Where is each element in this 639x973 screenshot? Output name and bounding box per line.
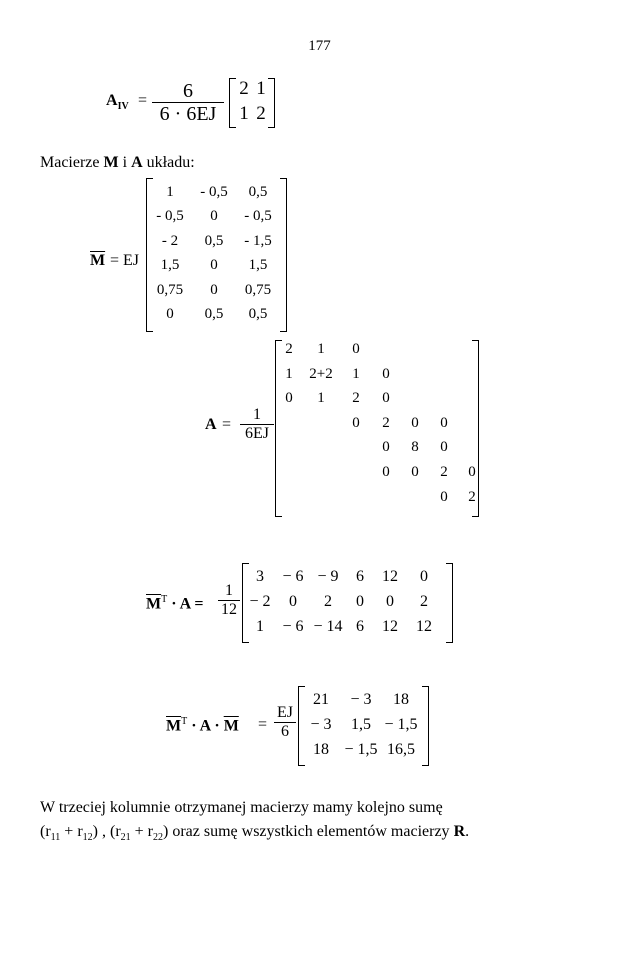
matrix-cell: − 3 — [310, 716, 332, 733]
matrix-cell: 2 — [352, 390, 360, 407]
matrix-cell: 6 — [356, 618, 364, 635]
matrix-cell: 12 — [382, 568, 398, 585]
matrix-cell: 0 — [289, 593, 297, 610]
mt-a-m-label: $\overline{M}^T \cdot A \cdot \overline{M}$ — [166, 716, 239, 735]
matrix-cell: 12 — [382, 618, 398, 635]
matrix-cell: 21 — [313, 691, 329, 708]
matrix-cell: 0,5 — [248, 184, 268, 200]
matrix-cell: 0 — [440, 414, 448, 431]
matrix-cell: 12 — [416, 618, 432, 635]
m-bar-label: $\overline{M}$ — [90, 252, 106, 269]
matrix-cell: 6 — [356, 568, 364, 585]
matrix-cell: 0 — [352, 414, 360, 431]
matrix-cell: − 3 — [350, 691, 372, 708]
mt-a-fraction: 1 12 — [218, 582, 240, 619]
matrix-cell: 0 — [440, 488, 448, 505]
matrix-cell: 0 — [352, 341, 360, 357]
matrix-cell: 0 — [210, 208, 218, 225]
equals-sign: = — [222, 416, 232, 433]
matrix-cell: 1,5 — [248, 257, 268, 274]
matrix-cell: 0 — [420, 568, 428, 585]
matrix-cell: 2 — [256, 103, 266, 124]
a-fraction: 1 6EJ — [240, 406, 274, 443]
matrix-cell: 2 — [420, 593, 428, 610]
matrix-cell: 1,5 — [160, 257, 180, 274]
matrix-cell: 0 — [382, 464, 390, 480]
matrix-cell: 1 — [256, 78, 266, 99]
matrix-cell: 0 — [382, 365, 390, 382]
matrix-cell: 0,5 — [248, 306, 268, 322]
matrix-cell: 0 — [166, 306, 174, 322]
matrix-cell: 2 — [324, 593, 332, 610]
a-iv-label: $A_{IV}$ — [106, 92, 129, 113]
matrix-cell: 0,5 — [204, 232, 224, 249]
mt-a-m-fraction: EJ 6 — [274, 704, 296, 741]
matrix-cell: 2 — [382, 414, 390, 431]
mt-a-label: $\overline{M}^T \cdot A$ = — [146, 594, 204, 613]
matrix-cell: 1,5 — [351, 716, 371, 733]
matrix-cell: 2 — [468, 488, 476, 505]
matrix-cell: 2+2 — [309, 365, 333, 382]
matrix-cell: 0 — [411, 414, 419, 431]
matrix-cell: − 9 — [317, 568, 339, 585]
matrix-cell: 0 — [382, 439, 390, 456]
matrix-cell: 0 — [210, 281, 218, 298]
a-iv-fraction: 6 6 · 6EJ — [152, 80, 224, 125]
matrix-cell: − 6 — [282, 568, 304, 585]
matrix-cell: 1 — [352, 365, 360, 382]
paragraph-line-1: W trzeciej kolumnie otrzymanej macierzy mamy kolejno sumę — [40, 799, 443, 816]
paragraph-line-2: $(r_{11} + r_{12})$ , $(r_{21} + r_{22})$ oraz sumę wszystkich elementów macierzy R. — [40, 823, 470, 844]
matrix-cell: − 1,5 — [344, 741, 378, 758]
a-label: A — [205, 416, 217, 433]
matrix-cell: 0 — [386, 593, 394, 610]
matrix-cell: 0,5 — [204, 306, 224, 322]
matrix-cell: 0 — [440, 439, 448, 456]
matrix-cell: 18 — [313, 741, 329, 758]
matrix-cell: − 1,5 — [384, 716, 418, 733]
matrix-cell: 2 — [239, 78, 249, 99]
m-rhs-prefix: = EJ — [110, 252, 140, 269]
matrix-cell: − 2 — [249, 593, 271, 610]
matrix-cell: 0 — [210, 257, 218, 274]
matrix-cell: 0 — [468, 464, 476, 480]
matrix-cell: 0 — [411, 464, 419, 480]
matrix-cell: 1 — [285, 365, 293, 382]
matrix-cell: 3 — [256, 568, 264, 585]
matrix-cell: 8 — [411, 439, 419, 456]
section-heading: Macierze M i A układu: — [40, 154, 195, 171]
matrix-cell: - 0,5 — [244, 208, 272, 225]
equals-sign: = — [258, 716, 268, 733]
matrix-cell: 0,75 — [156, 281, 184, 298]
matrix-cell: 2 — [440, 464, 448, 480]
matrix-cell: 2 — [285, 341, 293, 357]
matrix-cell: 1 — [239, 103, 249, 124]
matrix-cell: 0,75 — [244, 281, 272, 298]
matrix-cell: - 1,5 — [244, 232, 272, 249]
matrix-cell: - 0,5 — [156, 208, 184, 225]
equals-sign: = — [138, 92, 148, 109]
matrix-cell: 1 — [166, 184, 174, 200]
matrix-cell: − 14 — [313, 618, 343, 635]
matrix-cell: 1 — [256, 618, 264, 635]
matrix-cell: 0 — [285, 390, 293, 407]
matrix-cell: - 2 — [161, 232, 179, 249]
matrix-cell: 1 — [317, 390, 325, 407]
matrix-cell: 0 — [356, 593, 364, 610]
page-number: 177 — [308, 38, 331, 54]
matrix-cell: − 6 — [282, 618, 304, 635]
matrix-cell: 0 — [382, 390, 390, 407]
matrix-cell: - 0,5 — [200, 184, 228, 200]
matrix-cell: 18 — [393, 691, 409, 708]
matrix-cell: 16,5 — [387, 741, 415, 758]
matrix-cell: 1 — [317, 341, 325, 357]
